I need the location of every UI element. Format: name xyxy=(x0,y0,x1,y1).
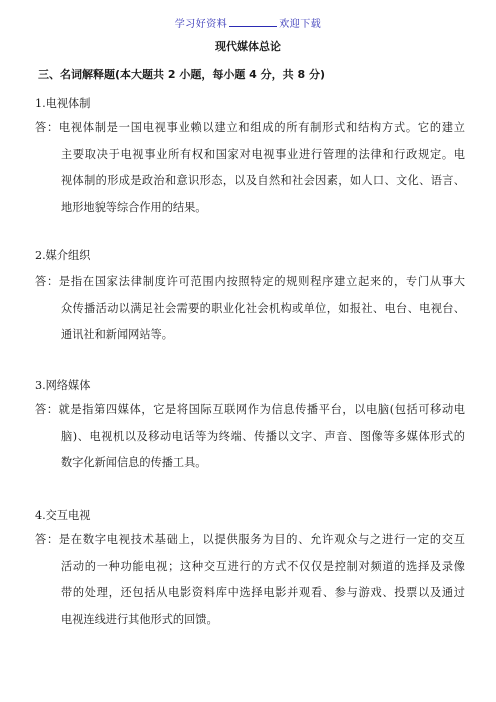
answer-block-1 xyxy=(35,115,465,221)
header-underline-gap xyxy=(229,17,277,27)
answer-line: 地形地貌等综合作用的结果。 xyxy=(61,200,207,214)
term-heading-1: 1.电视体制 xyxy=(35,97,91,110)
term-heading-4: 4.交互电视 xyxy=(35,509,91,522)
answer-line: 电视连线进行其他形式的回馈。 xyxy=(61,612,218,626)
document-title: 现代媒体总论 xyxy=(215,40,281,53)
header-right-text: 欢迎下载 xyxy=(279,19,322,30)
answer-line: 通讯社和新闻网站等。 xyxy=(61,328,173,342)
answer-line: 带的处理，还包括从电影资料库中选择电影并观看、参与游戏、投票以及通过 xyxy=(61,586,465,600)
term-heading-3: 3.网络媒体 xyxy=(35,379,91,392)
answer-block-2 xyxy=(35,269,465,349)
answer-line: 数字化新闻信息的传播工具。 xyxy=(61,456,207,470)
answer-line: 答：是在数字电视技术基础上，以提供服务为目的、允许观众与之进行一定的交互 xyxy=(35,533,465,546)
page-header-banner xyxy=(0,17,496,32)
answer-line: 答：电视体制是一国电视事业赖以建立和组成的所有制形式和结构方式。它的建立 xyxy=(35,121,465,134)
answer-line: 活动的一种功能电视；这种交互进行的方式不仅仅是控制对频道的选择及录像 xyxy=(61,559,465,573)
section-heading: 三、名词解释题(本大题共 2 小题，每小题 4 分，共 8 分) xyxy=(38,68,325,81)
answer-line: 众传播活动以满足社会需要的职业化社会机构或单位，如报社、电台、电视台、 xyxy=(61,301,465,315)
answer-line: 脑)、电视机以及移动电话等为终端、传播以文字、声音、图像等多媒体形式的 xyxy=(61,429,465,443)
answer-line: 答：就是指第四媒体，它是将国际互联网作为信息传播平台，以电脑(包括可移动电 xyxy=(35,403,465,416)
term-heading-2: 2.媒介组织 xyxy=(35,249,91,262)
header-left-text: 学习好资料 xyxy=(174,19,228,30)
answer-block-4 xyxy=(35,527,465,633)
answer-block-3 xyxy=(35,397,465,477)
answer-line: 主要取决于电视事业所有权和国家对电视事业进行管理的法律和行政规定。电 xyxy=(61,147,465,161)
answer-line: 答：是指在国家法律制度许可范围内按照特定的规则程序建立起来的，专门从事大 xyxy=(35,275,465,288)
answer-line: 视体制的形成是政治和意识形态，以及自然和社会因素，如人口、文化、语言、 xyxy=(61,174,465,188)
